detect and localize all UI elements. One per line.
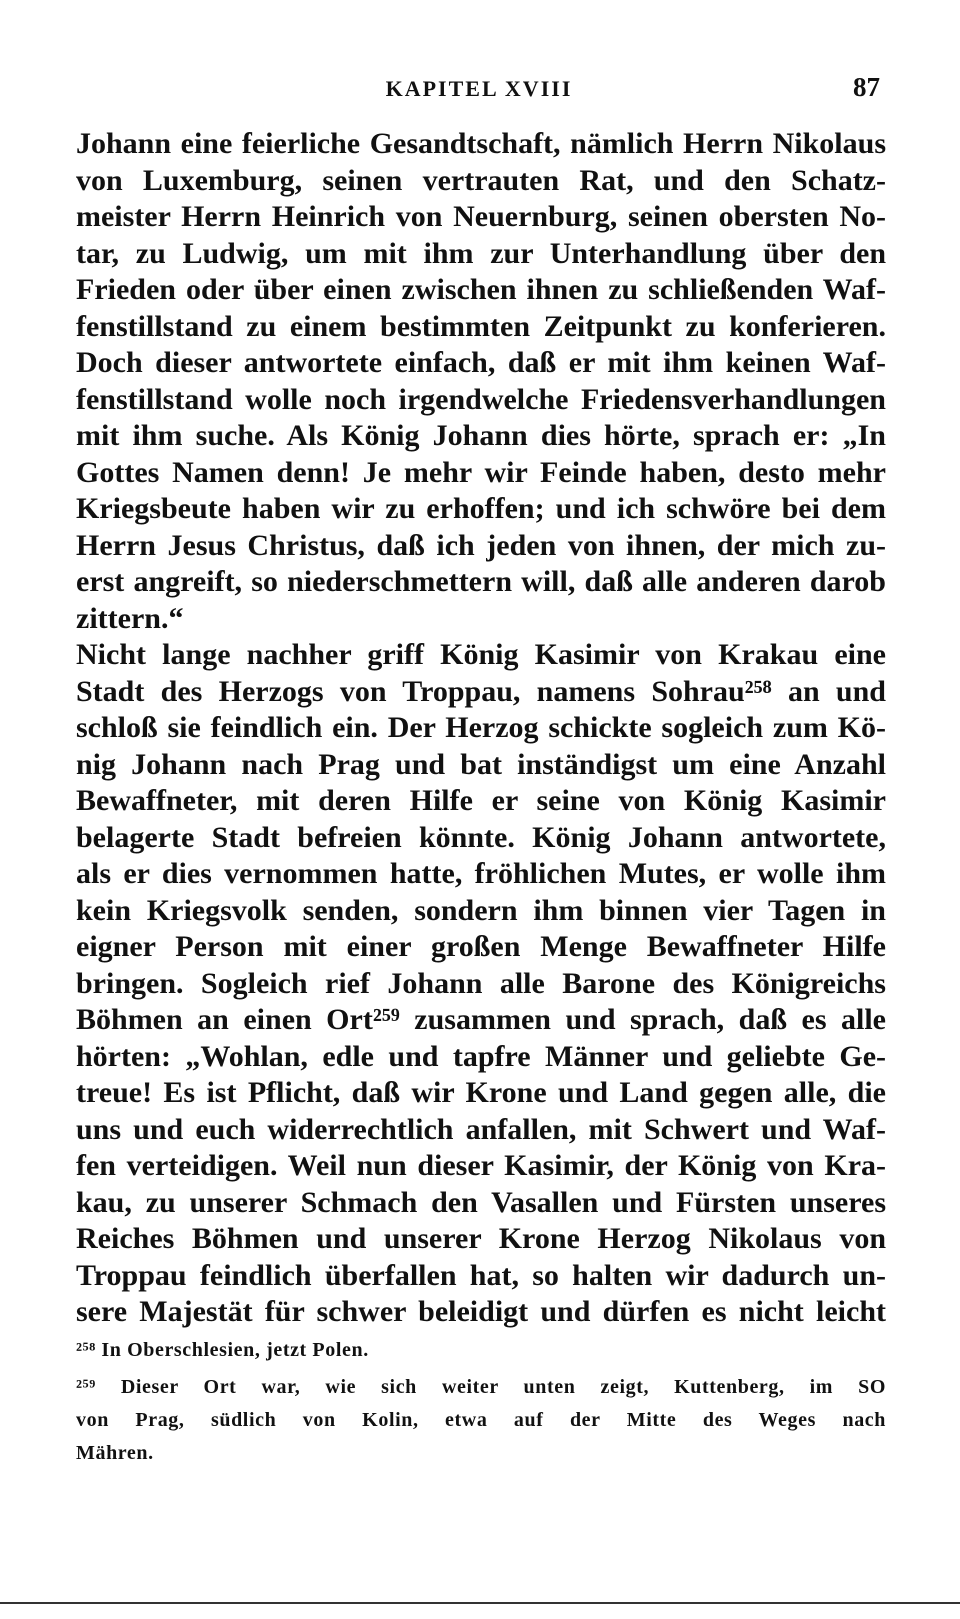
footnote-line: ²⁵⁸ In Oberschlesien, jetzt Polen. <box>76 1339 369 1361</box>
running-head <box>78 72 880 106</box>
footnote-line: Mähren. <box>76 1442 154 1464</box>
text-line: als er dies vernommen hatte, fröhlichen Mutes, er wolle ihm <box>76 857 886 890</box>
text-line: Johann eine feierliche Gesandtschaft, nämlich Herrn Nikolaus <box>76 127 886 160</box>
text-line: meister Herrn Heinrich von Neuernburg, seinen obersten No- <box>76 200 886 233</box>
text-line: von Luxemburg, seinen vertrauten Rat, und den Schatz- <box>76 163 886 197</box>
text-line: Kriegsbeute haben wir zu erhoffen; und ich schwöre bei dem <box>76 492 886 525</box>
text-line: uns und euch widerrechtlich anfallen, mit Schwert und Waf- <box>76 1112 886 1146</box>
text-line: Frieden oder über einen zwischen ihnen zu schließenden Waf- <box>76 273 886 306</box>
text-line: Gottes Namen denn! Je mehr wir Feinde haben, desto mehr <box>76 455 886 489</box>
text-line: tar, zu Ludwig, um mit ihm zur Unterhandlung über den <box>76 236 886 270</box>
text-line: belagerte Stadt befreien könnte. König Johann antwortete, <box>76 820 886 854</box>
text-line: fenstillstand zu einem bestimmten Zeitpunkt zu konferieren. <box>76 309 886 343</box>
text-line: sere Majestät für schwer beleidigt und dürfen es nicht leicht <box>76 1295 886 1328</box>
footnote-259 <box>76 1371 886 1470</box>
text-line: kein Kriegsvolk senden, sondern ihm binnen vier Tagen in <box>76 893 886 927</box>
text-line: Troppau feindlich überfallen hat, so halten wir dadurch un- <box>76 1258 886 1292</box>
text-line: Herrn Jesus Christus, daß ich jeden von ihnen, der mich zu- <box>76 528 886 562</box>
footnote-258 <box>76 1334 886 1367</box>
text-line: Stadt des Herzogs von Troppau, namens Sohrau²⁵⁸ an und <box>76 674 886 708</box>
text-line: Bewaffneter, mit deren Hilfe er seine von König Kasimir <box>76 784 886 817</box>
text-line: erst angreift, so niederschmettern will, daß alle anderen darob <box>76 565 886 598</box>
page-number: 87 <box>853 72 880 102</box>
text-line: eigner Person mit einer großen Menge Bewaffneter Hilfe <box>76 930 886 963</box>
footnote-line: ²⁵⁹ Dieser Ort war, wie sich weiter unten zeigt, Kuttenberg, im SO <box>76 1376 886 1398</box>
text-line: Nicht lange nachher griff König Kasimir von Krakau eine <box>76 638 886 671</box>
footnote-line: von Prag, südlich von Kolin, etwa auf der Mitte des Weges nach <box>76 1409 886 1431</box>
text-line-paragraph-end: zittern.“ <box>76 601 184 635</box>
text-line: hörten: „Wohlan, edle und tapfre Männer und geliebte Ge- <box>76 1039 886 1073</box>
text-line: mit ihm suche. Als König Johann dies hörte, sprach er: „In <box>76 419 886 452</box>
chapter-title: KAPITEL XVIII <box>385 76 573 101</box>
scan-edge-line <box>0 1602 960 1604</box>
text-line: kau, zu unserer Schmach den Vasallen und Fürsten unseres <box>76 1185 886 1219</box>
text-line: fenstillstand wolle noch irgendwelche Friedensverhandlungen <box>76 382 886 416</box>
text-line: schloß sie feindlich ein. Der Herzog schickte sogleich zum Kö- <box>76 711 886 744</box>
footnotes <box>76 1334 886 1470</box>
text-line: nig Johann nach Prag und bat inständigst um eine Anzahl <box>76 747 886 781</box>
text-line: treue! Es ist Pflicht, daß wir Krone und Land gegen alle, die <box>76 1076 886 1109</box>
text-line: Reiches Böhmen und unserer Krone Herzog Nikolaus von <box>76 1222 886 1255</box>
body-text <box>76 126 886 1331</box>
text-line: fen verteidigen. Weil nun dieser Kasimir, der König von Kra- <box>76 1149 886 1182</box>
text-line: Böhmen an einen Ort²⁵⁹ zusammen und sprach, daß es alle <box>76 1003 886 1036</box>
text-line: Doch dieser antwortete einfach, daß er mit ihm keinen Waf- <box>76 346 886 379</box>
text-line: bringen. Sogleich rief Johann alle Barone des Königreichs <box>76 966 886 1000</box>
